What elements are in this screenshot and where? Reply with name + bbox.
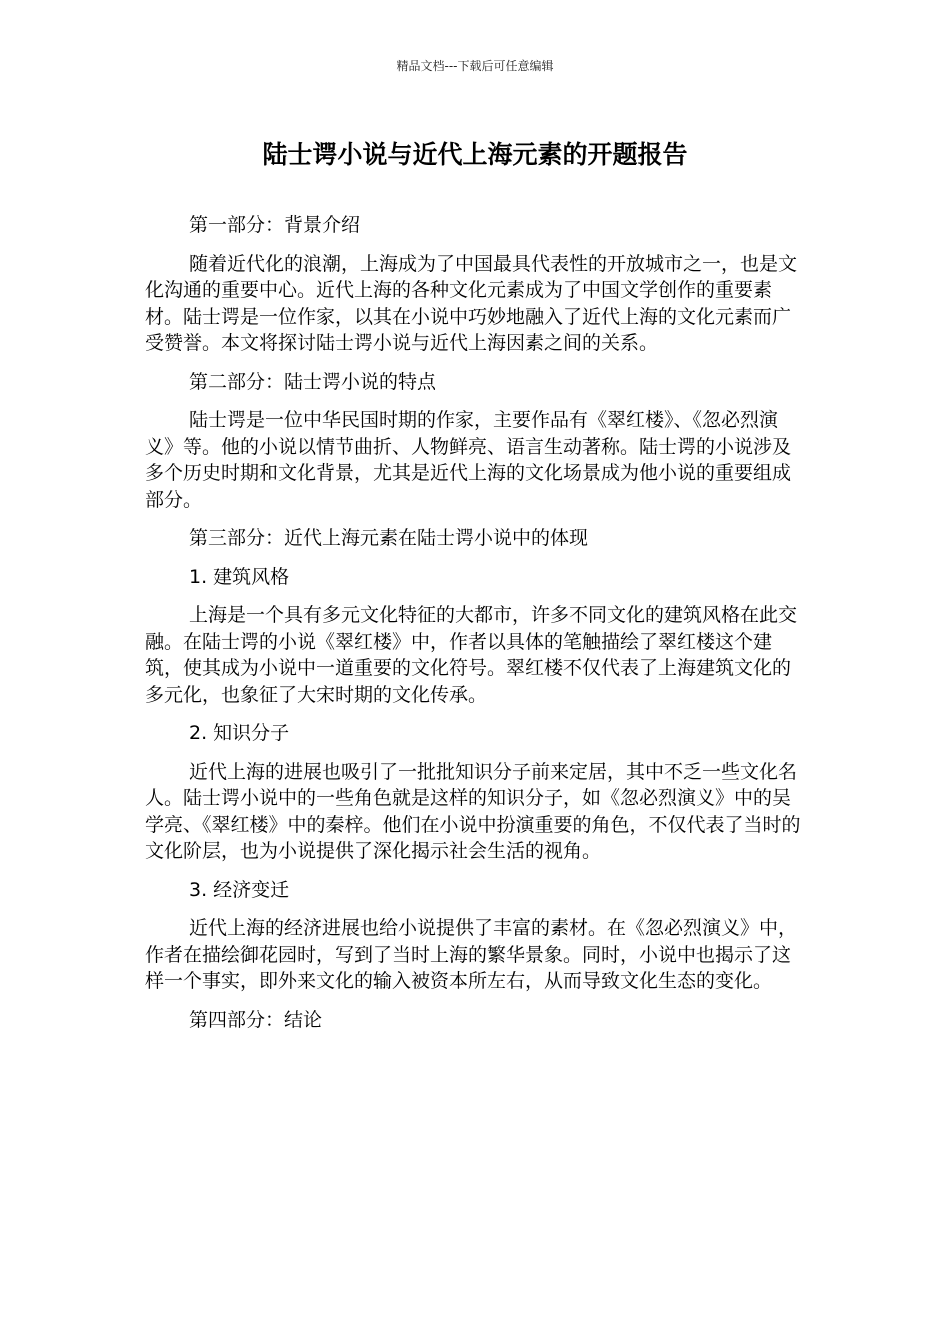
subheading-economy: 3. 经济变迁 [189,878,290,901]
paragraph-intellectuals: 近代上海的进展也吸引了一批批知识分子前来定居，其中不乏一些文化名人。陆士谔小说中的一些角色就是这样的知识分子，如《忽必烈演义》中的吴学亮、《翠红楼》中的秦梓。他们在小说中扮演重要的角色，不仅代表了当时的文化阶层，也为小说提供了深化揭示社会生活的视角。 [145,760,801,862]
paragraph-economy: 近代上海的经济进展也给小说提供了丰富的素材。在《忽必烈演义》中，作者在描绘御花园时，写到了当时上海的繁华景象。同时，小说中也揭示了这样一个事实，即外来文化的输入被资本所左右，从而导致文化生态的变化。 [145,917,798,992]
document-body [145,212,805,1033]
subheading-architecture: 1. 建筑风格 [189,565,290,588]
paragraph-features: 陆士谔是一位中华民国时期的作家，主要作品有《翠红楼》、《忽必烈演义》等。他的小说以情节曲折、人物鲜亮、语言生动著称。陆士谔的小说涉及多个历史时期和文化背景，尤其是近代上海的文化场景成为他小说的重要组成部分。 [145,409,792,511]
page-header: 精品文档---下载后可任意编辑 [396,59,554,73]
subheading-intellectuals: 2. 知识分子 [189,722,290,744]
paragraph-architecture: 上海是一个具有多元文化特征的大都市，许多不同文化的建筑风格在此交融。在陆士谔的小说《翠红楼》中，作者以具体的笔触描绘了翠红楼这个建筑，使其成为小说中一道重要的文化符号。翠红楼不仅代表了上海建筑文化的多元化，也象征了大宋时期的文化传承。 [145,604,798,706]
paragraph-background: 随着近代化的浪潮，上海成为了中国最具代表性的开放城市之一，也是文化沟通的重要中心。近代上海的各种文化元素成为了中国文学创作的重要素材。陆士谔是一位作家，以其在小说中巧妙地融入了近代上海的文化元素而广受赞誉。本文将探讨陆士谔小说与近代上海因素之间的关系。 [145,252,798,354]
section-heading-conclusion: 第四部分：结论 [189,1008,323,1031]
section-heading-background: 第一部分：背景介绍 [189,214,361,236]
section-heading-shanghai-elements: 第三部分：近代上海元素在陆士谔小说中的体现 [189,527,589,549]
document-title: 陆士谔小说与近代上海元素的开题报告 [262,140,688,169]
section-heading-features: 第二部分：陆士谔小说的特点 [189,370,437,393]
